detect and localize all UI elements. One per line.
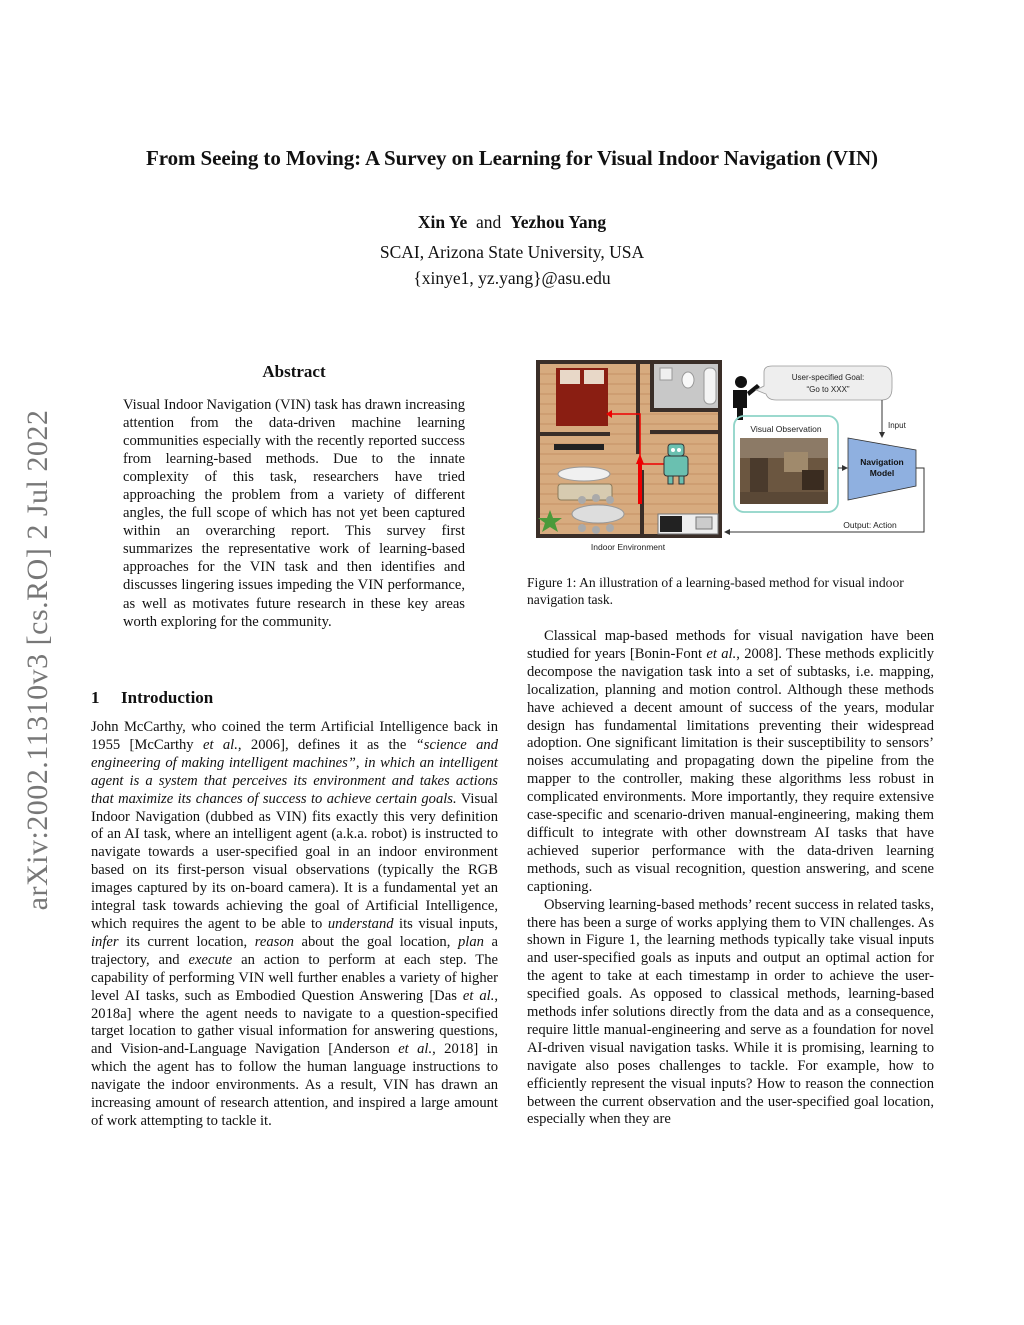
affiliation: SCAI, Arizona State University, USA — [379, 242, 645, 262]
visual-observation-label: Visual Observation — [750, 424, 822, 434]
figure-caption: Figure 1: An illustration of a learning-based method for visual indoor navigation task. — [527, 575, 904, 607]
goal-label: User-specified Goal: — [791, 373, 865, 382]
figure-1-illustration — [536, 360, 928, 556]
environment-label: Indoor Environment — [590, 542, 666, 552]
person-icon — [733, 376, 760, 420]
paragraph: Classical map-based methods for visual navigation have been studied for years [Bonin-Font et al., 2008]. These methods explicitly decompose the navigation task into a set of subtasks, i.e. mapping, localization, planning and motion control. Although these methods have achieved a decent amount of success of the years, modular design has fundamental limitations preventing their widespread adoption. One significant limitation is their susceptibility to sensors’ noises accumulating and propagating down the pipeline from the mapper to the controller, making these algorithms less robust in complicated environments. More importantly, they require extensive case-specific and scenario-driven manual-engineering, making them difficult to integrate with other downstream AI tasks that have achieved superior performance with the data-driven learning methods, such as visual recognition, question answering, and scene captioning. — [527, 628, 935, 895]
right-column-text — [527, 628, 934, 1129]
abstract-body: Visual Indoor Navigation (VIN) task has drawn increasing attention from the data-driven machine learning communities especially with the recently reported success from learning-based methods. Due to the innate complexity of this task, researchers have tried approaching the problem from a variety of different angles, the full scope of which has not yet been captured within an overarching report. This survey first summarizes the representative work of learning-based approaches for the VIN task and then identifies and discusses lingering issues impeding the VIN performance, as well as motivates future research in these key areas worth exploring for the community. — [123, 397, 465, 630]
author-name: Xin Ye — [417, 212, 468, 232]
floor-plan — [536, 360, 722, 538]
author-name: Yezhou Yang — [510, 212, 607, 232]
section-heading — [91, 688, 213, 708]
section-number: 1 — [91, 688, 100, 707]
mccarthy-quote: “science and engineering of making intelligent machines”, in which an intelligent agent is a system that perceives its environment and takes actions that maximize its chances of success to achieve certain goals. — [91, 736, 498, 807]
paragraph: Observing learning-based methods’ recent success in related tasks, there has been a surge of works applying them to VIN challenges. As shown in Figure 1, the learning methods typically take visual inputs and user-specified goals as inputs and output an optimal action for the agent to take at each timestamp in order to achieve the user-specified goals. As opposed to classical methods, learning-based methods infer solutions directly from the data and as a consequence, require little manual-engineering and serve as a foundation for novel AI-driven visual navigation tasks. While it is promising, learning to navigate also poses challenges to tackle. For example, how to efficiently represent the visual inputs? How to reason the connection between the current observation and the user-specified goal location, especially when they are — [527, 896, 934, 1128]
author-line — [0, 212, 1024, 233]
section-title: Introduction — [121, 688, 214, 707]
introduction-paragraph: John McCarthy, who coined the term Artificial Intelligence back in 1955 [McCarthy et al., 2006], defines it as the “science and engineering of making intelligent machines”, in which an intelligent agent is a system that perceives its environment and takes actions that maximize its chances of success to achieve certain goals. Visual Indoor Navigation (dubbed as VIN) fits exactly this very definition of an AI task, where an intelligent agent (a.k.a. robot) is instructed to navigate towards a user-specified goal in an indoor environment based on its first-person visual observations (typically the RGB images captured by its on-board camera). It is a fundamental yet an integral task towards achieving the goal of Artificial Intelligence, which requires the agent to be able to understand its visual inputs, infer its current location, reason about the goal location, plan a trajectory, and execute an action to perform at each step. The capability of performing VIN well further enables a variety of higher level AI tasks, such as Embodied Question Answering [Das et al., 2018a] where the agent needs to navigate to a question-specified target location to gather visual information for answering questions, and Vision-and-Language Navigation [Anderson et al., 2018] in which the agent has to follow the human language instructions to navigate the indoor environments. As a result, VIN has drawn an increasing amount of research attention, and inspired a large amount of work attempting to tackle it. — [91, 719, 498, 1129]
author-email: {xinye1, yz.yang}@asu.edu — [413, 268, 611, 288]
output-label: Output: Action — [843, 520, 897, 530]
model-label: Navigation — [860, 457, 904, 467]
arxiv-sidebar — [14, 375, 62, 945]
paper-title: From Seeing to Moving: A Survey on Learning for Visual Indoor Navigation (VIN) — [146, 146, 878, 170]
author-separator: and — [476, 212, 502, 232]
abstract-heading: Abstract — [262, 362, 326, 381]
input-label: Input — [888, 421, 906, 430]
goal-command: “Go to XXX” — [806, 385, 850, 394]
model-label: Model — [869, 468, 895, 478]
arxiv-identifier: arXiv:2002.11310v3 [cs.RO] 2 Jul 2022 — [21, 409, 54, 911]
